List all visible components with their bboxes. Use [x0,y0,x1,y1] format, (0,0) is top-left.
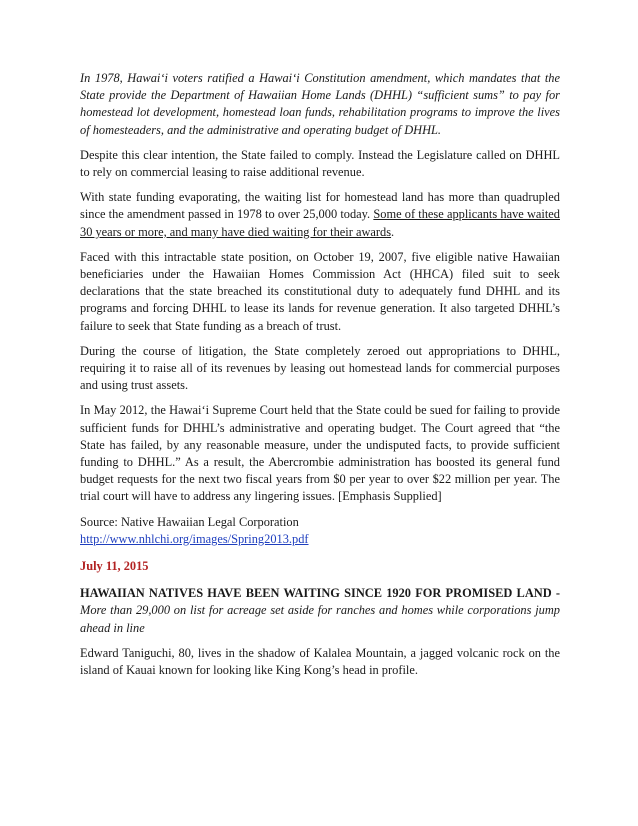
waiting-list-text: With state funding evaporating, the waiting list for homestead land has more than quadrupled since the amendment passed in 1978 to over 25,000 today. [80,190,560,222]
waiting-list-underlined-text: Some of these applicants have waited 30 years or more, and many have died waiting for their awards [80,207,560,239]
paragraph-litigation: During the course of litigation, the State completely zeroed out appropriations to DHHL, requiring it to raise all of its revenues by leasing out homestead lands for commercial purposes and using trust assets. [80,343,560,393]
waiting-list-end: . [391,224,395,239]
paragraph-supreme-court: In May 2012, the Hawai‘i Supreme Court held that the State could be sued for failing to provide sufficient funds for DHHL’s administrative and operating budget. The Court agreed that “the State has failed, by any reasonable measure, under the undisputed facts, to provide sufficient funding to DHHL.” As a result, the Abercrombie administration has boosted its general fund budget requests for the next two fiscal years from $0 per year to over $22 million per year. The trial court will have to address any lingering issues. [Emphasis Supplied] [80,403,560,504]
section-body: Edward Taniguchi, 80, lives in the shadow of Kalalea Mountain, a jagged volcanic rock on the island of Kauai known for looking like King Kong’s head in profile. [80,645,560,678]
headline-title: HAWAIIAN NATIVES HAVE BEEN WAITING SINCE 1920 FOR PROMISED LAND - [80,586,560,601]
source-citation [80,514,560,548]
section-headline [80,585,560,637]
paragraph-constitution-amendment: In 1978, Hawai‘i voters ratified a Hawai‘i Constitution amendment, which mandates that the State provide the Department of Hawaiian Home Lands (DHHL) “sufficient sums” to pay for homestead lot development, homestead loan funds, rehabilitation programs to improve the lives of homesteaders, and the administrative and operating budget of DHHL. [80,71,560,137]
headline-subtitle: More than 29,000 on list for acreage set aside for ranches and homes while corporations jump ahead in line [80,603,560,635]
paragraph-lawsuit: Faced with this intractable state position, on October 19, 2007, five eligible native Hawaiian beneficiaries under the Hawaiian Homes Commission Act (HHCA) filed suit to seek declarations that the state breached its constitutional duty to adequately fund DHHL and its programs and forcing DHHL to lease its lands for revenue generation. It also targeted DHHL’s failure to seek that State funding as a breach of trust. [80,249,560,333]
paragraph-waiting-list [80,189,560,241]
source-link[interactable]: http://www.nhlchi.org/images/Spring2013.pdf [80,531,309,546]
document-page [80,70,560,687]
source-label: Source: Native Hawaiian Legal Corporation [80,514,299,529]
section-date: July 11, 2015 [80,559,149,574]
paragraph-state-failed: Despite this clear intention, the State failed to comply. Instead the Legislature called on DHHL to rely on commercial leasing to raise additional revenue. [80,147,560,180]
